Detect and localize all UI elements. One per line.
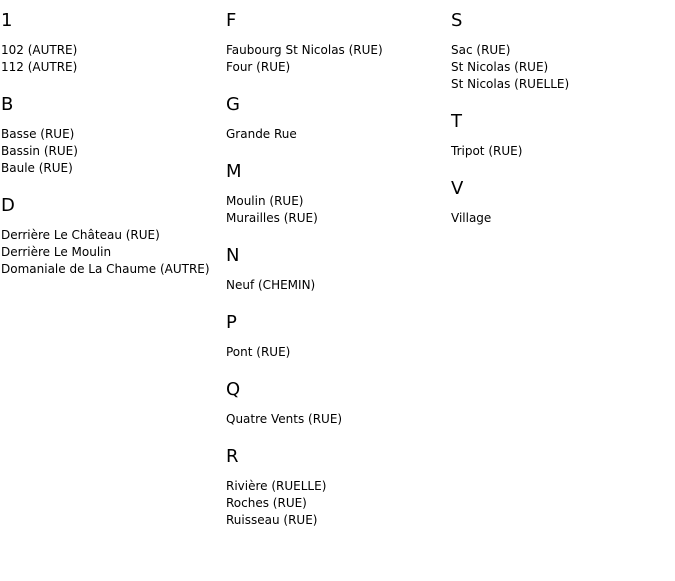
street-link[interactable]: Quatre Vents (RUE) [226,412,343,426]
letter-heading: 1 [1,10,13,31]
letter-group [1,195,223,278]
letter-group [451,178,673,227]
street-link[interactable]: Faubourg St Nicolas (RUE) [226,43,383,57]
street-link[interactable]: Moulin (RUE) [226,194,304,208]
letter-group [1,94,223,177]
letter-group [226,161,448,227]
street-link[interactable]: Neuf (CHEMIN) [226,278,316,292]
street-link[interactable]: Domaniale de La Chaume (AUTRE) [1,262,210,276]
letter-heading: Q [226,379,241,400]
street-link[interactable]: St Nicolas (RUE) [451,60,549,74]
letter-heading: F [226,10,237,31]
street-link[interactable]: Bassin (RUE) [1,144,78,158]
letter-group [226,379,448,428]
letter-heading: P [226,312,237,333]
letter-group [1,10,223,76]
letter-heading: N [226,245,240,266]
letter-heading: M [226,161,242,182]
letter-group [226,94,448,143]
letter-group [226,446,448,529]
letter-group [451,10,673,93]
letter-heading: D [1,195,15,216]
index-column [1,10,223,296]
street-link[interactable]: St Nicolas (RUELLE) [451,77,570,91]
street-link[interactable]: Four (RUE) [226,60,291,74]
letter-group [451,111,673,160]
letter-heading: S [451,10,463,31]
street-link[interactable]: Sac (RUE) [451,43,511,57]
street-link[interactable]: Tripot (RUE) [451,144,523,158]
street-link[interactable]: Murailles (RUE) [226,211,318,225]
street-link[interactable]: Basse (RUE) [1,127,75,141]
street-link[interactable]: Rivière (RUELLE) [226,479,327,493]
index-column [226,10,448,547]
street-link[interactable]: Village [451,211,492,225]
street-link[interactable]: Roches (RUE) [226,496,307,510]
letter-heading: V [451,178,464,199]
street-link[interactable]: Grande Rue [226,127,297,141]
letter-group [226,312,448,361]
letter-heading: R [226,446,239,467]
letter-group [226,245,448,294]
street-link[interactable]: Derrière Le Château (RUE) [1,228,160,242]
street-link[interactable]: Pont (RUE) [226,345,291,359]
street-link[interactable]: Derrière Le Moulin [1,245,112,259]
street-link[interactable]: Baule (RUE) [1,161,73,175]
letter-heading: B [1,94,14,115]
letter-heading: T [451,111,462,132]
street-link[interactable]: Ruisseau (RUE) [226,513,318,527]
street-link[interactable]: 112 (AUTRE) [1,60,78,74]
index-column [451,10,673,245]
letter-heading: G [226,94,240,115]
letter-group [226,10,448,76]
street-link[interactable]: 102 (AUTRE) [1,43,78,57]
